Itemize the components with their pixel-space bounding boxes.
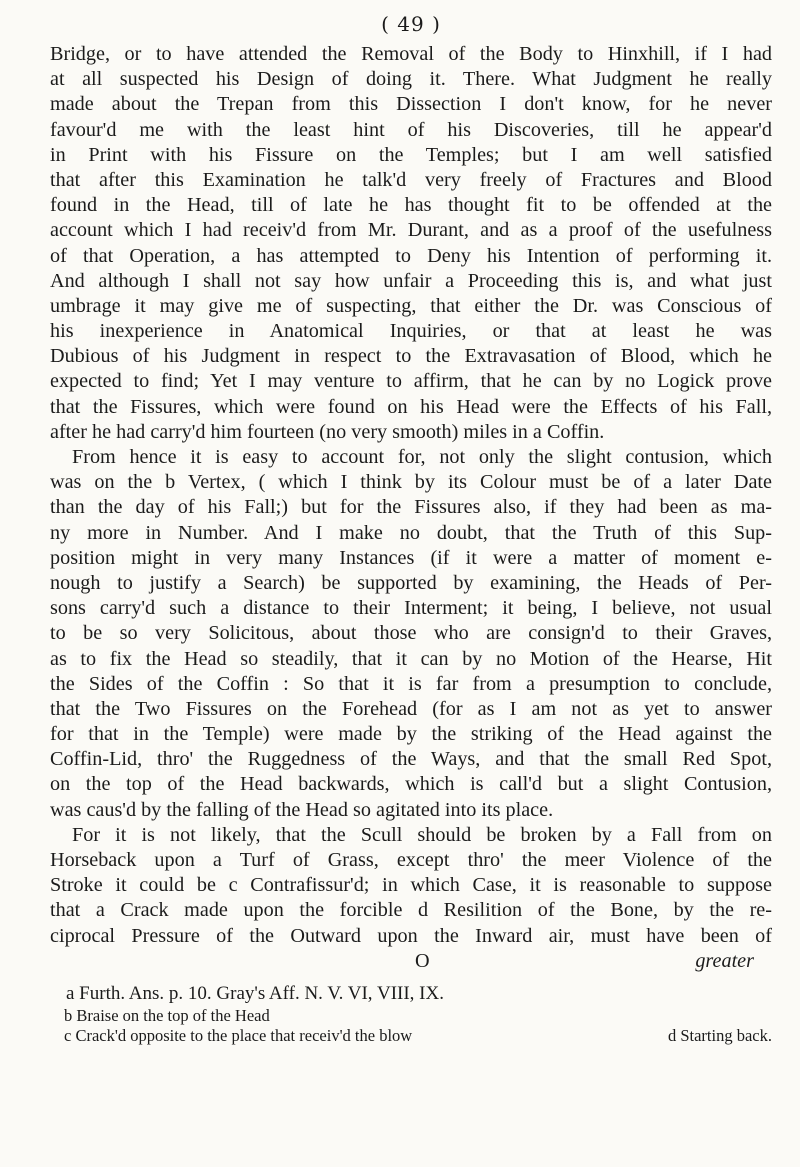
text-line: For it is not likely, that the Scull should be broken by a Fall from on (72, 823, 772, 846)
text-line: account which I had receiv'd from Mr. Durant, and as a proof of the usefulness (50, 219, 772, 242)
text-line: Bridge, or to have attended the Removal of the Body to Hinxhill, if I had (50, 43, 772, 65)
text-line: found in the Head, till of late he has thought fit to be offended at the (50, 194, 772, 217)
text-line: sons carry'd such a distance to their Interment; it being, I believe, not usual (50, 597, 772, 620)
body-text (50, 42, 772, 949)
text-line: nough to justify a Search) be supported by examining, the Heads of Per- (50, 571, 772, 594)
text-line: that a Crack made upon the forcible d Resilition of the Bone, by the re- (50, 899, 772, 922)
signature-mark: O (415, 949, 430, 972)
text-line: than the day of his Fall;) but for the Fissures also, if they had been as ma- (50, 496, 772, 519)
catchword: greater (695, 949, 754, 972)
text-line: the Sides of the Coffin : So that it is far from a presumption to conclude, (50, 672, 772, 695)
text-line: that the Fissures, which were found on his Head were the Effects of his Fall, (50, 395, 772, 418)
text-line: his inexperience in Anatomical Inquiries, or that at least he was (50, 320, 772, 343)
footnote-row (50, 1026, 772, 1046)
footnotes (50, 982, 772, 1046)
text-line: of that Operation, a has attempted to Deny his Intention of performing it. (50, 244, 772, 267)
text-line: made about the Trepan from this Dissection I don't know, for he never (50, 93, 772, 116)
text-line: favour'd me with the least hint of his Discoveries, till he appear'd (50, 118, 772, 141)
text-line: Horseback upon a Turf of Grass, except thro' the meer Violence of the (50, 849, 772, 871)
text-line: umbrage it may give me of suspecting, that either the Dr. was Conscious of (50, 294, 772, 317)
text-line: for that in the Temple) were made by the striking of the Head against the (50, 723, 772, 746)
text-line: to be so very Solicitous, about those who are consign'd to their Graves, (50, 622, 772, 645)
text-line: expected to find; Yet I may venture to affirm, that he can by no Logick prove (50, 370, 772, 393)
footnote-a: a Furth. Ans. p. 10. Gray's Aff. N. V. VI, VIII, IX. (66, 982, 444, 1004)
text-line: that the Two Fissures on the Forehead (for as I am not as yet to answer (50, 697, 772, 720)
text-line: Dubious of his Judgment in respect to the Extravasation of Blood, which he (50, 345, 772, 368)
text-line: that after this Examination he talk'd very freely of Fractures and Blood (50, 168, 772, 191)
text-line: in Print with his Fissure on the Temples; but I am well satisfied (50, 143, 772, 166)
text-line: And although I shall not say how unfair a Proceeding this is, and what just (50, 269, 772, 292)
footnote-b: b Braise on the top of the Head (64, 1005, 270, 1025)
text-line: was on the b Vertex, ( which I think by its Colour must be of a later Date (50, 471, 772, 494)
footnote-d: d Starting back. (667, 1025, 772, 1045)
footnote-c: c Crack'd opposite to the place that receiv'd the blow (64, 1025, 413, 1045)
page-number: ( 49 ) (381, 12, 441, 36)
text-line: at all suspected his Design of doing it. There. What Judgment he really (50, 68, 772, 91)
text-line: From hence it is easy to account for, not only the slight contusion, which (72, 446, 772, 468)
text-line: ny more in Number. And I make no doubt, that the Truth of this Sup- (50, 521, 772, 544)
text-line: Stroke it could be c Contrafissur'd; in which Case, it is reasonable to suppose (50, 874, 772, 897)
text-line: on the top of the Head backwards, which is call'd but a slight Contusion, (50, 773, 772, 796)
text-line: was caus'd by the falling of the Head so agitated into its place. (50, 798, 554, 821)
text-line: Coffin-Lid, thro' the Ruggedness of the Ways, and that the small Red Spot, (50, 748, 772, 771)
text-line: ciprocal Pressure of the Outward upon the Inward air, must have been of (50, 924, 772, 947)
text-line: after he had carry'd him fourteen (no very smooth) miles in a Coffin. (50, 420, 605, 443)
catch-line (50, 949, 772, 974)
text-line: as to fix the Head so steadily, that it can by no Motion of the Hearse, Hit (50, 647, 772, 670)
text-line: position might in very many Instances (if it were a matter of moment e- (50, 546, 772, 569)
